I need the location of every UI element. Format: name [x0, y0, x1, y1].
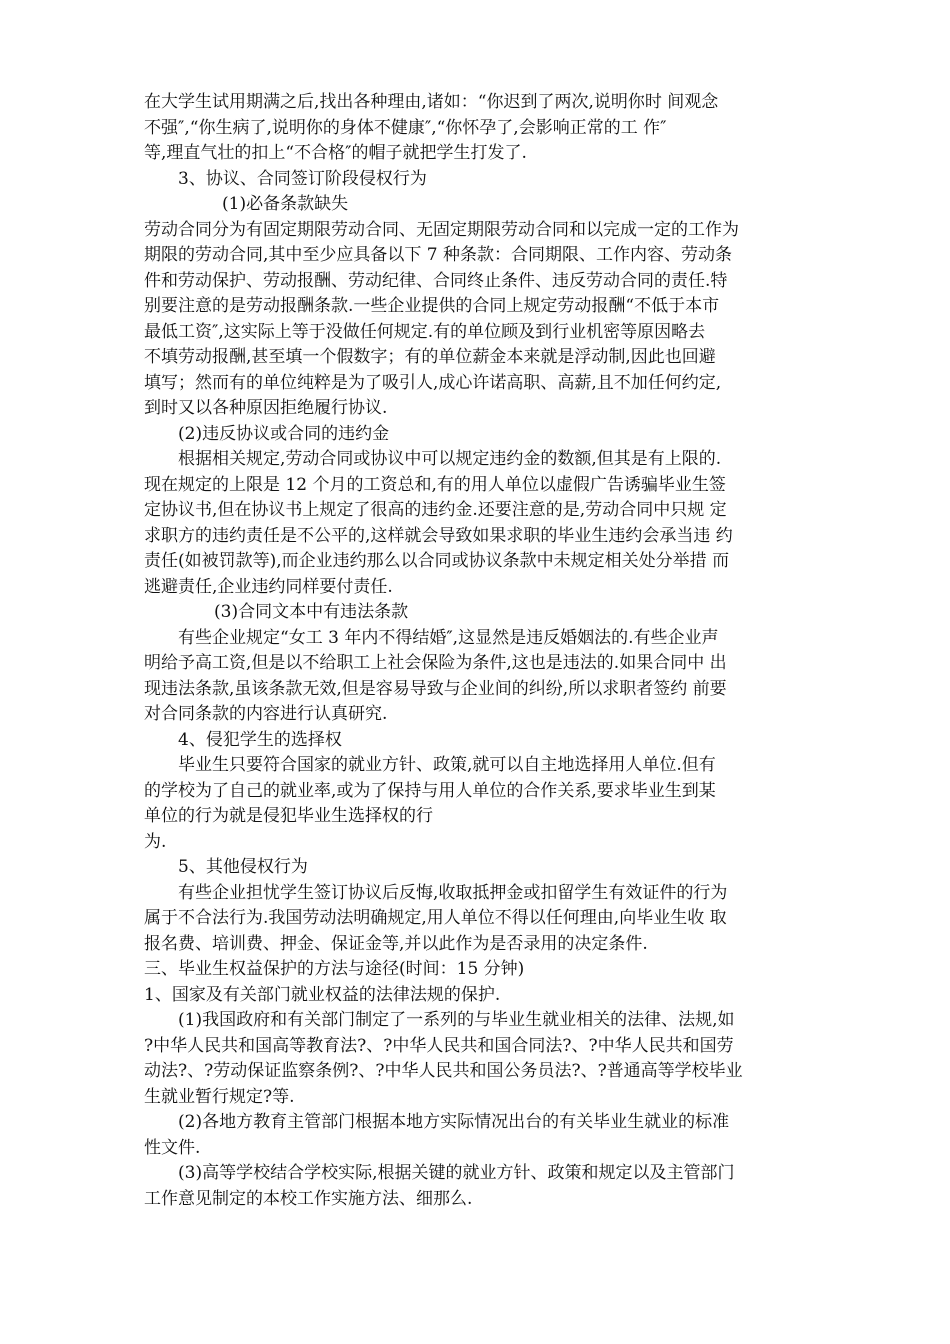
- text-line: 工作意见制定的本校工作实施方法、细那么.: [144, 1188, 473, 1209]
- text-line: 4、侵犯学生的选择权: [178, 729, 342, 750]
- text-line: 单位的行为就是侵犯毕业生选择权的行: [144, 806, 433, 826]
- text-line: 毕业生只要符合国家的就业方针、政策,就可以自主地选择用人单位.但有: [178, 755, 716, 775]
- text-line: (2)各地方教育主管部门根据本地方实际情况出台的有关毕业生就业的标准: [178, 1112, 730, 1132]
- text-line: 动法?、?劳动保证监察条例?、?中华人民共和国公务员法?、?普通高等学校毕业: [144, 1061, 743, 1081]
- text-line: 到时又以各种原因拒绝履行协议.: [144, 398, 388, 418]
- text-line: (3)高等学校结合学校实际,根据关键的就业方针、政策和规定以及主管部门: [178, 1163, 735, 1183]
- text-line: 报名费、培训费、押金、保证金等,并以此作为是否录用的决定条件.: [144, 933, 648, 954]
- text-line: 等,理直气壮的扣上“不合格″的帽子就把学生打发了.: [144, 143, 527, 163]
- text-line: 属于不合法行为.我国劳动法明确规定,用人单位不得以任何理由,向毕业生收 取: [144, 908, 727, 928]
- text-line: 求职方的违约责任是不公平的,这样就会导致如果求职的毕业生违约会承当违 约: [144, 525, 733, 546]
- text-line: (3)合同文本中有违法条款: [214, 602, 409, 622]
- text-line: 1、国家及有关部门就业权益的法律法规的保护.: [144, 984, 501, 1005]
- text-line: 对合同条款的内容进行认真研究.: [144, 704, 388, 724]
- text-line: 填写；然而有的单位纯粹是为了吸引人,成心许诺高职、高薪,且不加任何约定,: [144, 372, 722, 393]
- text-line: 劳动合同分为有固定期限劳动合同、无固定期限劳动合同和以完成一定的工作为: [144, 219, 739, 240]
- text-line: 有些企业担忧学生签订协议后反悔,收取抵押金或扣留学生有效证件的行为: [178, 882, 728, 903]
- text-line: 现违法条款,虽该条款无效,但是容易导致与企业间的纠纷,所以求职者签约 前要: [144, 678, 727, 699]
- text-line: 件和劳动保护、劳动报酬、劳动纪律、合同终止条件、违反劳动合同的责任.特: [144, 270, 728, 291]
- text-line: (1)我国政府和有关部门制定了一系列的与毕业生就业相关的法律、法规,如: [178, 1010, 735, 1030]
- text-line: 不填劳动报酬,甚至填一个假数字；有的单位薪金本来就是浮动制,因此也回避: [144, 347, 716, 367]
- document-page: [144, 90, 824, 1212]
- text-line: 根据相关规定,劳动合同或协议中可以规定违约金的数额,但其是有上限的.: [178, 449, 722, 469]
- text-line: 期限的劳动合同,其中至少应具备以下 7 种条款：合同期限、工作内容、劳动条: [144, 245, 733, 265]
- text-line: 责任(如被罚款等),而企业违约那么以合同或协议条款中未规定相关处分举措 而: [144, 551, 730, 571]
- text-line: 不强″,“你生病了,说明你的身体不健康″,“你怀孕了,会影响正常的工 作″: [144, 117, 667, 138]
- text-line: 生就业暂行规定?等.: [144, 1086, 295, 1107]
- text-line: 定协议书,但在协议书上规定了很高的违约金.还要注意的是,劳动合同中只规 定: [144, 500, 727, 520]
- text-line: (2)违反协议或合同的违约金: [178, 423, 390, 444]
- text-line: 5、其他侵权行为: [178, 857, 308, 877]
- text-line: 性文件.: [144, 1137, 201, 1158]
- text-line: 别要注意的是劳动报酬条款.一些企业提供的合同上规定劳动报酬“不低于本市: [144, 296, 720, 316]
- text-line: 逃避责任,企业违约同样要付责任.: [144, 576, 393, 597]
- text-line: 为.: [144, 831, 167, 852]
- text-line: 有些企业规定“女工 3 年内不得结婚″,这显然是违反婚姻法的.有些企业声: [178, 627, 719, 648]
- text-line: 最低工资″,这实际上等于没做任何规定.有的单位顾及到行业机密等原因略去: [144, 321, 706, 342]
- text-line: ?中华人民共和国高等教育法?、?中华人民共和国合同法?、?中华人民共和国劳: [144, 1035, 734, 1056]
- text-line: 的学校为了自己的就业率,或为了保持与用人单位的合作关系,要求毕业生到某: [144, 780, 716, 801]
- text-line: 现在规定的上限是 12 个月的工资总和,有的用人单位以虚假广告诱骗毕业生签: [144, 474, 726, 495]
- text-line: 三、毕业生权益保护的方法与途径(时间：15 分钟): [144, 959, 525, 979]
- text-line: (1)必备条款缺失: [222, 194, 349, 214]
- text-line: 3、协议、合同签订阶段侵权行为: [178, 168, 427, 189]
- text-line: 明给予高工资,但是以不给职工上社会保险为条件,这也是违法的.如果合同中 出: [144, 653, 727, 673]
- text-line: 在大学生试用期满之后,找出各种理由,诸如：“你迟到了两次,说明你时 间观念: [144, 92, 719, 112]
